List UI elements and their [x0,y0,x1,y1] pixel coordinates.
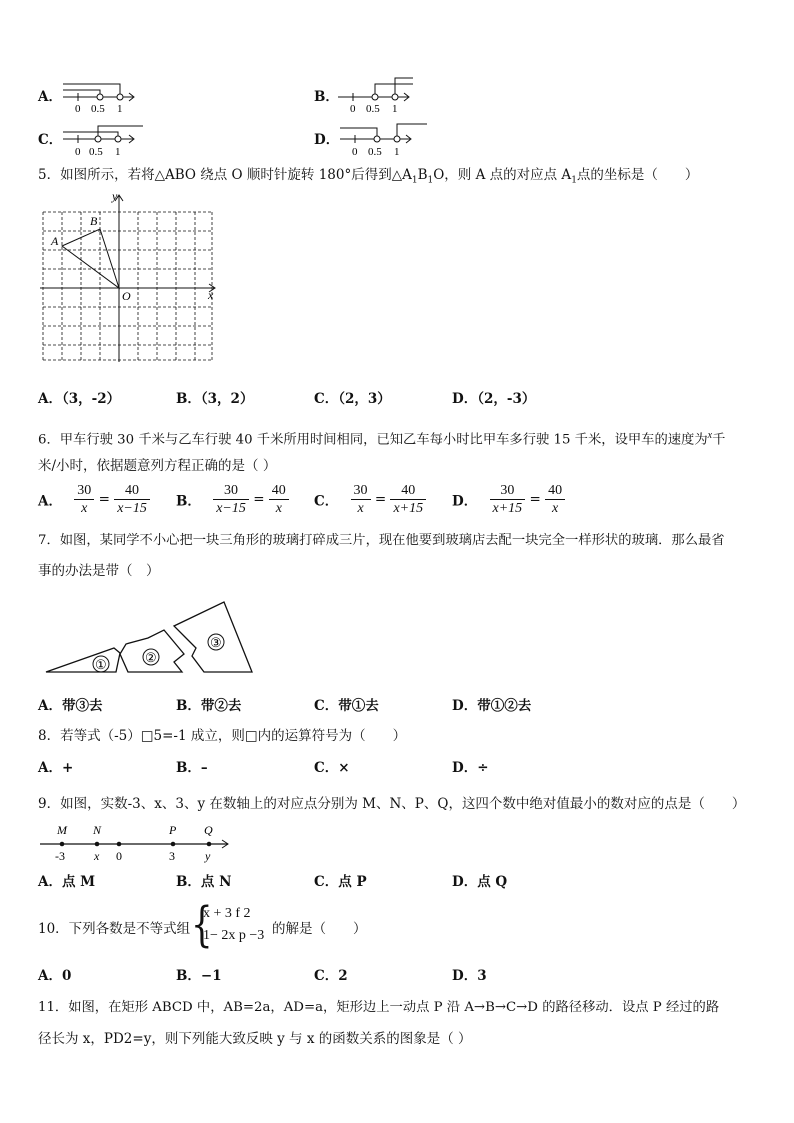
fraction: $\frac{40}{x-15}$ [114,482,150,517]
number-line-figure [335,116,435,158]
brace-icon: { [191,897,213,953]
q5-stem: 5．如图所示，若将△ABO 绕点 O 顺时针旋转 180°后得到$\triangle A_1B_1O$，则 A 点的对应点 $A_1$点的坐标是（ ） [38,167,699,186]
q9-number-line [38,820,238,866]
tick-label: 0 [352,146,358,158]
option-letter: A． [38,89,62,105]
inequality-2: 1− 2x p −3 [203,928,265,943]
fraction: $\frac{30}{x+15}$ [490,482,526,517]
tick-label: 1 [117,103,123,115]
point-label-m: M [57,823,67,837]
q10-option-b: B．−1 [176,968,222,984]
fraction: $\frac{40}{x+15}$ [390,482,426,517]
q7-option-a: A．带③去 [38,698,103,714]
fraction: $\frac{30}{x-15}$ [213,482,249,517]
point-label-b: B [90,214,98,228]
q6-stem-line2: 米/小时，依据题意列方程正确的是（ ） [38,458,277,474]
q7-stem-line1: 7．如图，某同学不小心把一块三角形的玻璃打碎成三片，现在他要到玻璃店去配一块完全一样形状的玻璃．那么最省 [38,533,725,548]
q10-stem-pre: 10．下列各数是不等式组 [38,921,191,937]
q9-stem: 9．如图，实数-3、x、3、y 在数轴上的对应点分别为 M、N、P、Q，这四个数中绝对值最小的数对应的点是（ ） [38,796,746,812]
fraction: $\frac{30}{x}$ [351,482,371,517]
point-label-p: P [169,823,177,837]
q5-option-d: D．（2，-3） [452,391,536,407]
point-label-n: N [93,823,102,837]
value-label: 0 [116,849,122,863]
q7-option-b: B．带②去 [176,698,242,714]
tick-label: 0.5 [366,103,380,115]
piece-label-1: ① [95,657,107,672]
q6-stem-line1: 6．甲车行驶 30 千米与乙车行驶 40 千米所用时间相同，已知乙车每小时比甲车多行驶 15 千米，设甲车的速度为$^x$千 [38,430,726,448]
inequality-1: x + 3 f 2 [203,906,251,921]
q6-option-c: C． $\frac{30}{x}$ = $\frac{40}{x+15}$ [314,482,426,517]
number-line-figure [58,116,153,158]
q10-option-a: A．0 [38,968,72,984]
q9-option-c: C．点 P [314,874,367,890]
q5-option-a: A．（3，-2） [38,391,121,407]
value-label: 3 [169,849,175,863]
q5-option-b: B．（3，2） [176,391,254,407]
q9-option-b: B．点 N [176,874,232,890]
q8-stem: 8．若等式（-5）□5=-1 成立，则□内的运算符号为（ ） [38,728,407,744]
option-letter: C． [38,132,63,148]
point-label-a: A [51,234,59,248]
fraction: $\frac{30}{x}$ [74,482,94,517]
q5-option-c: C．（2，3） [314,391,391,407]
q8-option-c: C．× [314,760,350,776]
q8-option-d: D．÷ [452,760,489,776]
number-line-figure [58,74,148,114]
q9-option-a: A．点 M [38,874,96,890]
q7-broken-glass-figure [40,598,260,683]
q7-stem-line2: 事的办法是带（ ） [38,563,160,579]
tick-label: 0.5 [91,103,105,115]
q6-option-a: A． $\frac{30}{x}$ = $\frac{40}{x-15}$ [38,482,150,517]
tick-label: 0.5 [89,146,103,158]
option-letter: D． [314,132,340,148]
tick-label: 1 [392,103,398,115]
q7-option-d: D．带①②去 [452,698,532,714]
q9-option-d: D．点 Q [452,874,508,890]
tick-label: 1 [394,146,400,158]
fraction: $\frac{40}{x}$ [269,482,289,517]
q10-stem-post: 的解是（ ） [272,921,367,937]
q7-option-c: C．带①去 [314,698,379,714]
q11-stem-line2: 径长为 x，PD2=y，则下列能大致反映 y 与 x 的函数关系的图象是（ ） [38,1031,472,1047]
number-line-figure [333,74,433,114]
value-label: -3 [55,849,65,863]
value-label: y [205,849,211,863]
q10-option-d: D．3 [452,968,487,984]
q6-option-b: B． $\frac{30}{x-15}$ = $\frac{40}{x}$ [176,482,289,517]
q11-stem-line1: 11．如图，在矩形 ABCD 中，AB=2a，AD=a，矩形边上一动点 P 沿 A→B→C→D 的路径移动．设点 P 经过的路 [38,1000,720,1015]
fraction: $\frac{40}{x}$ [545,482,565,517]
tick-label: 0 [75,146,81,158]
q5-coordinate-grid [38,189,228,362]
value-label: x [94,849,100,863]
option-letter: B． [314,89,339,105]
axis-label-y: y [112,189,118,203]
tick-label: 0.5 [368,146,382,158]
q8-option-a: A．+ [38,760,74,776]
point-label-q: Q [204,823,213,837]
tick-label: 1 [115,146,121,158]
piece-label-2: ② [145,650,157,665]
q6-option-d: D． $\frac{30}{x+15}$ = $\frac{40}{x}$ [452,482,565,517]
glass-piece-1 [46,648,120,672]
tick-label: 0 [75,103,81,115]
piece-label-3: ③ [210,635,222,650]
axis-label-x: x [208,288,214,302]
origin-label: O [122,289,131,303]
q8-option-b: B．– [176,760,208,776]
q10-option-c: C．2 [314,968,348,984]
tick-label: 0 [350,103,356,115]
